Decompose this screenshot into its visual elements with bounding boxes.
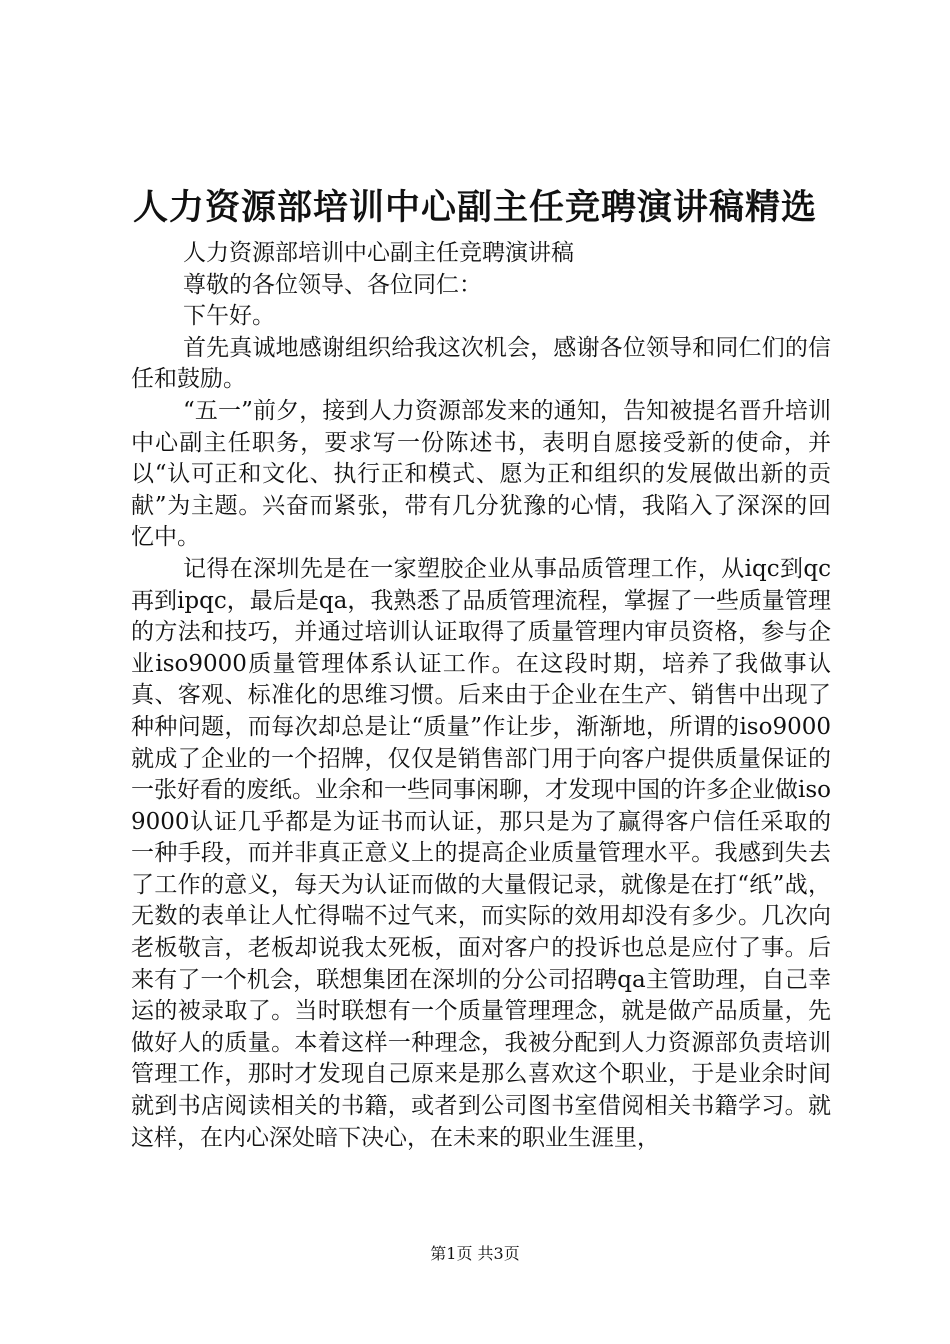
document-title: 人力资源部培训中心副主任竞聘演讲稿精选 (132, 187, 817, 228)
paragraph-notice: “五一”前夕，接到人力资源部发来的通知，告知被提名晋升培训中心副主任职务，要求写一份陈述书，表明自愿接受新的使命，并以“认可正和文化、执行正和模式、愿为正和组织的发展做出新的贡献”为主题。兴奋而紧张，带有几分犹豫的心情，我陷入了深深的回忆中。 (131, 397, 831, 551)
greeting: 下午好。 (183, 303, 275, 330)
paragraph-experience: 记得在深圳先是在一家塑胶企业从事品质管理工作，从iqc到qc再到ipqc，最后是qa，我熟悉了品质管理流程，掌握了一些质量管理的方法和技巧，并通过培训认证取得了质量管理内审员资格，参与企业iso9000质量管理体系认证工作。在这段时期，培养了我做事认真、客观、标准化的思维习惯。后来由于企业在生产、销售中出现了种种问题，而每次却总是让“质量”作让步，渐渐地，所谓的iso9000就成了企业的一个招牌，仅仅是销售部门用于向客户提供质量保证的一张好看的废纸。业余和一些同事闲聊，才发现中国的许多企业做iso9000认证几乎都是为证书而认证，那只是为了赢得客户信任采取的一种手段，而并非真正意义上的提高企业质量管理水平。我感到失去了工作的意义，每天为认证而做的大量假记录，就像是在打“纸”战，无数的表单让人忙得喘不过气来，而实际的效用却没有多少。几次向老板敬言，老板却说我太死板，面对客户的投诉也总是应付了事。后来有了一个机会，联想集团在深圳的分公司招聘qa主管助理，自己幸运的被录取了。当时联想有一个质量管理理念，就是做产品质量，先做好人的质量。本着这样一种理念，我被分配到人力资源部负责培训管理工作，那时才发现自己原来是那么喜欢这个职业，于是业余时间就到书店阅读相关的书籍，或者到公司图书室借阅相关书籍学习。就这样，在内心深处暗下决心，在未来的职业生涯里， (131, 555, 832, 1151)
speech-subtitle: 人力资源部培训中心副主任竞聘演讲稿 (183, 240, 574, 266)
page-number-footer: 第1页 共3页 (430, 1244, 520, 1263)
paragraph-thanks: 首先真诚地感谢组织给我这次机会，感谢各位领导和同仁们的信任和鼓励。 (131, 334, 831, 393)
document-body (131, 238, 831, 1154)
salutation: 尊敬的各位领导、各位同仁： (183, 271, 482, 298)
